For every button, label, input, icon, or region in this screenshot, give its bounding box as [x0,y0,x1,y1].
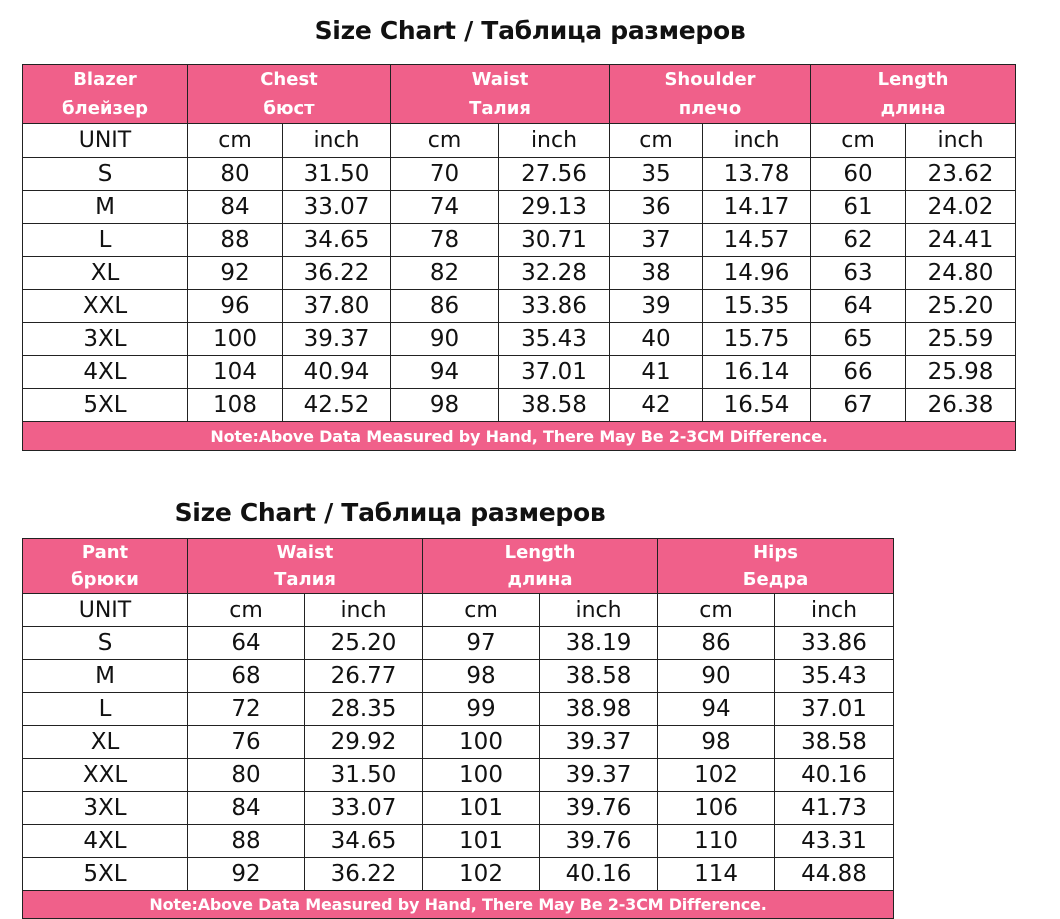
pant-note: Note:Above Data Measured by Hand, There May Be 2-3CM Difference. [23,891,894,919]
measurement-cell: 36 [610,191,703,224]
measurement-cell: 35.43 [499,323,610,356]
measurement-cell: 39 [610,290,703,323]
unit-cell: cm [391,124,499,158]
unit-cell: inch [703,124,811,158]
size-label: 5XL [23,389,188,422]
table-row [23,858,894,891]
unit-cell: inch [499,124,610,158]
pant-note-row [23,891,894,919]
unit-label: UNIT [23,124,188,158]
measurement-cell: 39.76 [540,792,658,825]
measurement-cell: 60 [811,158,906,191]
measurement-cell: 61 [811,191,906,224]
measurement-cell: 33.07 [283,191,391,224]
size-label: L [23,224,188,257]
unit-cell: inch [283,124,391,158]
blazer-header-garment [23,65,188,124]
size-label: 5XL [23,858,188,891]
blazer-unit-row [23,124,1016,158]
table-row [23,726,894,759]
unit-cell: cm [610,124,703,158]
measurement-cell: 90 [658,660,775,693]
table-row [23,356,1016,389]
blazer-header-length [811,65,1016,124]
measurement-cell: 86 [391,290,499,323]
table-row [23,759,894,792]
measurement-cell: 39.76 [540,825,658,858]
measurement-cell: 76 [188,726,305,759]
unit-cell: cm [811,124,906,158]
pant-header-waist [188,539,423,594]
measurement-cell: 38 [610,257,703,290]
measurement-cell: 23.62 [906,158,1016,191]
blazer-header-chest [188,65,391,124]
header-ru: длина [880,98,946,119]
header-ru: брюки [71,569,139,590]
measurement-cell: 37.80 [283,290,391,323]
size-label: L [23,693,188,726]
measurement-cell: 99 [423,693,540,726]
measurement-cell: 41 [610,356,703,389]
measurement-cell: 78 [391,224,499,257]
header-ru: блейзер [61,98,149,119]
unit-cell: inch [775,594,894,627]
measurement-cell: 25.20 [906,290,1016,323]
measurement-cell: 86 [658,627,775,660]
measurement-cell: 35 [610,158,703,191]
measurement-cell: 32.28 [499,257,610,290]
measurement-cell: 92 [188,257,283,290]
measurement-cell: 31.50 [283,158,391,191]
table-row [23,191,1016,224]
unit-cell: inch [305,594,423,627]
header-ru: бюст [263,98,315,119]
size-label: 4XL [23,356,188,389]
size-label: S [23,158,188,191]
measurement-cell: 80 [188,759,305,792]
measurement-cell: 35.43 [775,660,894,693]
header-ru: плечо [678,98,742,119]
table-row [23,323,1016,356]
header-ru: Талия [469,98,531,119]
measurement-cell: 27.56 [499,158,610,191]
measurement-cell: 39.37 [540,759,658,792]
measurement-cell: 62 [811,224,906,257]
measurement-cell: 24.41 [906,224,1016,257]
measurement-cell: 84 [188,191,283,224]
measurement-cell: 14.96 [703,257,811,290]
measurement-cell: 14.57 [703,224,811,257]
pant-unit-row [23,594,894,627]
header-en: Chest [260,69,318,90]
header-en: Hips [753,542,798,563]
table-row [23,660,894,693]
measurement-cell: 38.19 [540,627,658,660]
table-row [23,825,894,858]
measurement-cell: 34.65 [305,825,423,858]
measurement-cell: 15.35 [703,290,811,323]
measurement-cell: 36.22 [305,858,423,891]
header-en: Blazer [73,69,137,90]
measurement-cell: 14.17 [703,191,811,224]
measurement-cell: 37.01 [499,356,610,389]
measurement-cell: 37.01 [775,693,894,726]
measurement-cell: 28.35 [305,693,423,726]
size-label: 4XL [23,825,188,858]
measurement-cell: 63 [811,257,906,290]
measurement-cell: 24.80 [906,257,1016,290]
header-en: Length [504,542,576,563]
pant-chart-title: Size Chart / Таблица размеров [174,498,606,527]
table-row [23,290,1016,323]
blazer-size-table [22,64,1016,451]
size-label: XL [23,726,188,759]
measurement-cell: 33.86 [499,290,610,323]
measurement-cell: 39.37 [283,323,391,356]
measurement-cell: 36.22 [283,257,391,290]
measurement-cell: 31.50 [305,759,423,792]
unit-cell: inch [540,594,658,627]
size-label: 3XL [23,792,188,825]
measurement-cell: 68 [188,660,305,693]
size-label: 3XL [23,323,188,356]
measurement-cell: 88 [188,224,283,257]
blazer-header-row [23,65,1016,124]
measurement-cell: 106 [658,792,775,825]
pant-size-table [22,538,894,919]
measurement-cell: 38.58 [499,389,610,422]
measurement-cell: 38.98 [540,693,658,726]
measurement-cell: 101 [423,825,540,858]
measurement-cell: 94 [658,693,775,726]
measurement-cell: 70 [391,158,499,191]
measurement-cell: 97 [423,627,540,660]
measurement-cell: 38.58 [775,726,894,759]
blazer-note-row [23,422,1016,451]
measurement-cell: 66 [811,356,906,389]
measurement-cell: 40.94 [283,356,391,389]
measurement-cell: 42 [610,389,703,422]
measurement-cell: 65 [811,323,906,356]
measurement-cell: 100 [423,759,540,792]
measurement-cell: 101 [423,792,540,825]
measurement-cell: 114 [658,858,775,891]
measurement-cell: 26.38 [906,389,1016,422]
measurement-cell: 24.02 [906,191,1016,224]
header-ru: Талия [274,569,336,590]
pant-header-garment [23,539,188,594]
table-row [23,693,894,726]
table-row [23,158,1016,191]
measurement-cell: 84 [188,792,305,825]
unit-cell: cm [188,124,283,158]
measurement-cell: 102 [658,759,775,792]
unit-cell: cm [658,594,775,627]
measurement-cell: 98 [658,726,775,759]
measurement-cell: 42.52 [283,389,391,422]
measurement-cell: 40.16 [775,759,894,792]
size-label: M [23,660,188,693]
measurement-cell: 13.78 [703,158,811,191]
table-row [23,792,894,825]
header-en: Waist [276,542,334,563]
measurement-cell: 96 [188,290,283,323]
size-label: M [23,191,188,224]
header-ru: длина [507,569,573,590]
pant-header-length [423,539,658,594]
table-row [23,224,1016,257]
measurement-cell: 40 [610,323,703,356]
unit-cell: inch [906,124,1016,158]
measurement-cell: 26.77 [305,660,423,693]
header-en: Length [877,69,949,90]
measurement-cell: 29.92 [305,726,423,759]
measurement-cell: 25.20 [305,627,423,660]
blazer-chart-title: Size Chart / Таблица размеров [314,16,746,45]
measurement-cell: 90 [391,323,499,356]
measurement-cell: 98 [391,389,499,422]
measurement-cell: 30.71 [499,224,610,257]
measurement-cell: 43.31 [775,825,894,858]
measurement-cell: 33.07 [305,792,423,825]
measurement-cell: 98 [423,660,540,693]
measurement-cell: 110 [658,825,775,858]
table-row [23,627,894,660]
measurement-cell: 29.13 [499,191,610,224]
measurement-cell: 16.54 [703,389,811,422]
measurement-cell: 72 [188,693,305,726]
blazer-header-waist [391,65,610,124]
measurement-cell: 64 [811,290,906,323]
measurement-cell: 25.59 [906,323,1016,356]
size-label: XXL [23,759,188,792]
header-en: Waist [471,69,529,90]
measurement-cell: 82 [391,257,499,290]
measurement-cell: 67 [811,389,906,422]
measurement-cell: 80 [188,158,283,191]
measurement-cell: 37 [610,224,703,257]
measurement-cell: 15.75 [703,323,811,356]
size-label: XXL [23,290,188,323]
size-label: S [23,627,188,660]
measurement-cell: 104 [188,356,283,389]
blazer-header-shoulder [610,65,811,124]
measurement-cell: 74 [391,191,499,224]
measurement-cell: 44.88 [775,858,894,891]
measurement-cell: 16.14 [703,356,811,389]
unit-label: UNIT [23,594,188,627]
header-en: Shoulder [664,69,756,90]
measurement-cell: 100 [423,726,540,759]
measurement-cell: 34.65 [283,224,391,257]
measurement-cell: 94 [391,356,499,389]
pant-header-hips [658,539,894,594]
measurement-cell: 100 [188,323,283,356]
table-row [23,257,1016,290]
header-en: Pant [81,542,129,563]
measurement-cell: 41.73 [775,792,894,825]
pant-header-row [23,539,894,594]
header-ru: Бедра [742,569,809,590]
measurement-cell: 88 [188,825,305,858]
measurement-cell: 64 [188,627,305,660]
measurement-cell: 40.16 [540,858,658,891]
measurement-cell: 33.86 [775,627,894,660]
unit-cell: cm [423,594,540,627]
measurement-cell: 108 [188,389,283,422]
blazer-note: Note:Above Data Measured by Hand, There May Be 2-3CM Difference. [23,422,1016,451]
table-row [23,389,1016,422]
measurement-cell: 92 [188,858,305,891]
measurement-cell: 25.98 [906,356,1016,389]
measurement-cell: 39.37 [540,726,658,759]
measurement-cell: 38.58 [540,660,658,693]
unit-cell: cm [188,594,305,627]
measurement-cell: 102 [423,858,540,891]
size-label: XL [23,257,188,290]
